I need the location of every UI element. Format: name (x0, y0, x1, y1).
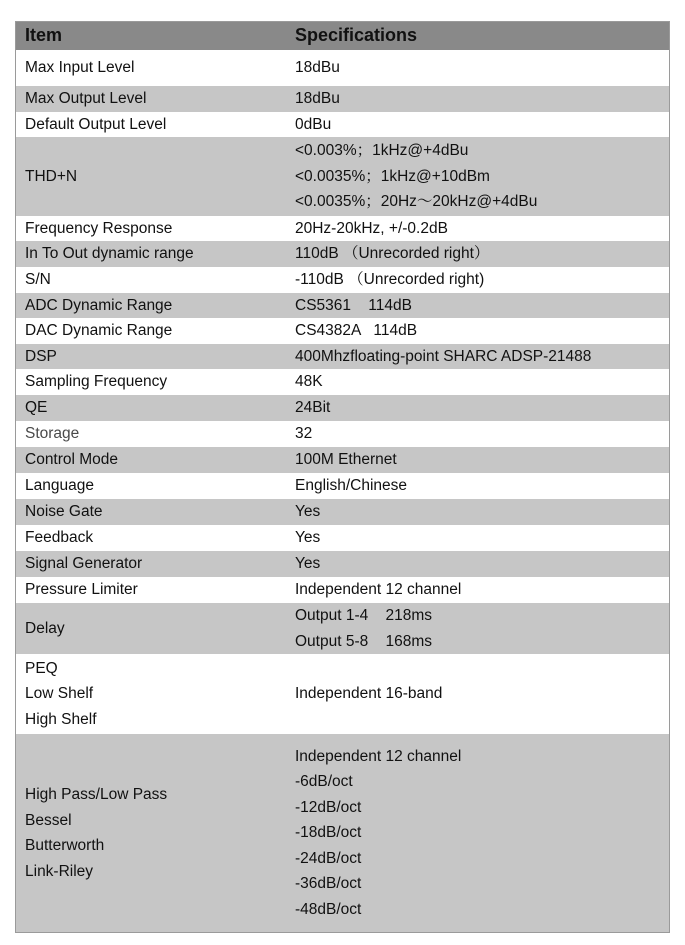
table-row (16, 86, 669, 112)
spec-cell (295, 499, 669, 525)
item-cell (16, 112, 295, 137)
item-cell (16, 603, 295, 654)
spec-value: 18dBu (295, 59, 340, 77)
spec-value: -36dB/oct (295, 875, 362, 893)
item-cell (16, 525, 295, 551)
spec-cell (295, 344, 669, 369)
spec-cell (295, 137, 669, 216)
table-row (16, 369, 669, 395)
item-label: Language (25, 477, 94, 495)
item-label: DAC Dynamic Range (25, 322, 173, 340)
spec-value: Independent 12 channel (295, 581, 462, 599)
spec-cell (295, 473, 669, 499)
item-cell (16, 473, 295, 499)
spec-cell (295, 525, 669, 551)
item-label: Bessel (25, 811, 72, 829)
item-label: DSP (25, 347, 57, 365)
spec-value: 48K (295, 373, 323, 391)
header-spec-cell (295, 22, 669, 50)
item-label: Noise Gate (25, 503, 103, 521)
item-cell (16, 50, 295, 86)
spec-value: Output 5-8 168ms (295, 632, 432, 650)
item-label: Link-Riley (25, 862, 94, 880)
table-row (16, 137, 669, 216)
spec-cell (295, 734, 669, 932)
table-row (16, 344, 669, 369)
spec-cell (295, 447, 669, 473)
item-label: Frequency Response (25, 219, 173, 237)
spec-value: <0.0035%；20Hz～20kHz@+4dBu (295, 193, 538, 211)
spec-value: -12dB/oct (295, 798, 362, 816)
item-label: Butterworth (25, 837, 105, 854)
spec-cell (295, 395, 669, 421)
spec-cell (295, 50, 669, 86)
spec-value: Independent 16-band (295, 685, 443, 703)
spec-value: 24Bit (295, 399, 331, 417)
header-spec: Specifications (295, 25, 418, 46)
table-row (16, 293, 669, 318)
item-label: Delay (25, 619, 65, 637)
spec-cell (295, 216, 669, 241)
item-cell (16, 577, 295, 603)
table-row (16, 216, 669, 241)
item-cell (16, 318, 295, 344)
item-label: Signal Generator (25, 555, 143, 573)
spec-value: Output 1-4 218ms (295, 607, 432, 624)
spec-value: 100M Ethernet (295, 451, 397, 469)
item-label: Default Output Level (25, 115, 167, 133)
spec-value: <0.003%；1kHz@+4dBu (295, 142, 469, 160)
table-row (16, 551, 669, 577)
item-cell (16, 369, 295, 395)
spec-cell (295, 577, 669, 603)
item-label: In To Out dynamic range (25, 245, 194, 263)
spec-value: Independent 12 channel (295, 747, 462, 765)
item-cell (16, 499, 295, 525)
item-label: Control Mode (25, 451, 119, 469)
item-label: S/N (25, 271, 51, 289)
spec-value: Yes (295, 503, 321, 521)
spec-value: 20Hz-20kHz, +/-0.2dB (295, 219, 448, 237)
item-cell (16, 86, 295, 112)
table-row (16, 318, 669, 344)
spec-value: 18dBu (295, 90, 340, 108)
item-label: ADC Dynamic Range (25, 296, 173, 314)
item-label: QE (25, 399, 48, 417)
item-label: PEQ (25, 659, 58, 677)
item-label: Sampling Frequency (25, 373, 168, 391)
spec-cell (295, 603, 669, 654)
spec-value: -24dB/oct (295, 849, 362, 867)
item-cell (16, 241, 295, 267)
spec-value: CS5361 114dB (295, 296, 412, 314)
spec-table (15, 21, 670, 933)
spec-value: CS4382A 114dB (295, 322, 418, 340)
table-row (16, 395, 669, 421)
spec-value: English/Chinese (295, 477, 408, 495)
spec-cell (295, 318, 669, 344)
header-item-cell (16, 22, 295, 50)
table-row (16, 525, 669, 551)
item-label: Pressure Limiter (25, 581, 138, 599)
spec-value: Yes (295, 529, 321, 547)
table-row (16, 447, 669, 473)
item-cell (16, 447, 295, 473)
table-row (16, 734, 669, 932)
item-cell (16, 344, 295, 369)
spec-cell (295, 267, 669, 293)
spec-cell (295, 112, 669, 137)
spec-value: <0.0035%；1kHz@+10dBm (295, 167, 490, 185)
spec-value: 0dBu (295, 115, 332, 133)
spec-cell (295, 551, 669, 577)
spec-value: 32 (295, 425, 313, 443)
table-row (16, 421, 669, 447)
item-label: Max Output Level (25, 90, 147, 108)
item-cell (16, 137, 295, 216)
spec-value: 110dB （Unrecorded right） (295, 245, 490, 263)
header-item: Item (25, 25, 63, 46)
item-cell (16, 654, 295, 734)
spec-value: Yes (295, 555, 321, 573)
spec-value: 400Mhzfloating-point SHARC ADSP-21488 (295, 347, 592, 365)
item-label: High Pass/Low Pass (25, 786, 168, 803)
spec-cell (295, 421, 669, 447)
table-row (16, 50, 669, 86)
item-cell (16, 421, 295, 447)
item-label: Storage (25, 425, 80, 443)
item-label: High Shelf (25, 710, 97, 728)
table-row (16, 603, 669, 654)
item-cell (16, 216, 295, 241)
item-cell (16, 395, 295, 421)
item-label: THD+N (25, 167, 78, 185)
table-header (16, 22, 669, 50)
spec-value: -48dB/oct (295, 900, 362, 918)
item-label: Feedback (25, 529, 94, 547)
item-cell (16, 293, 295, 318)
spec-cell (295, 241, 669, 267)
spec-cell (295, 654, 669, 734)
table-row (16, 112, 669, 137)
table-row (16, 241, 669, 267)
item-cell (16, 551, 295, 577)
table-row (16, 654, 669, 734)
spec-cell (295, 293, 669, 318)
spec-value: -110dB （Unrecorded right) (295, 271, 485, 289)
table-row (16, 499, 669, 525)
spec-value: -6dB/oct (295, 773, 353, 791)
item-cell (16, 267, 295, 293)
item-cell (16, 734, 295, 932)
item-label: Max Input Level (25, 59, 135, 77)
table-row (16, 473, 669, 499)
spec-cell (295, 86, 669, 112)
table-row (16, 267, 669, 293)
spec-value: -18dB/oct (295, 824, 362, 842)
spec-cell (295, 369, 669, 395)
item-label: Low Shelf (25, 685, 94, 703)
table-row (16, 577, 669, 603)
